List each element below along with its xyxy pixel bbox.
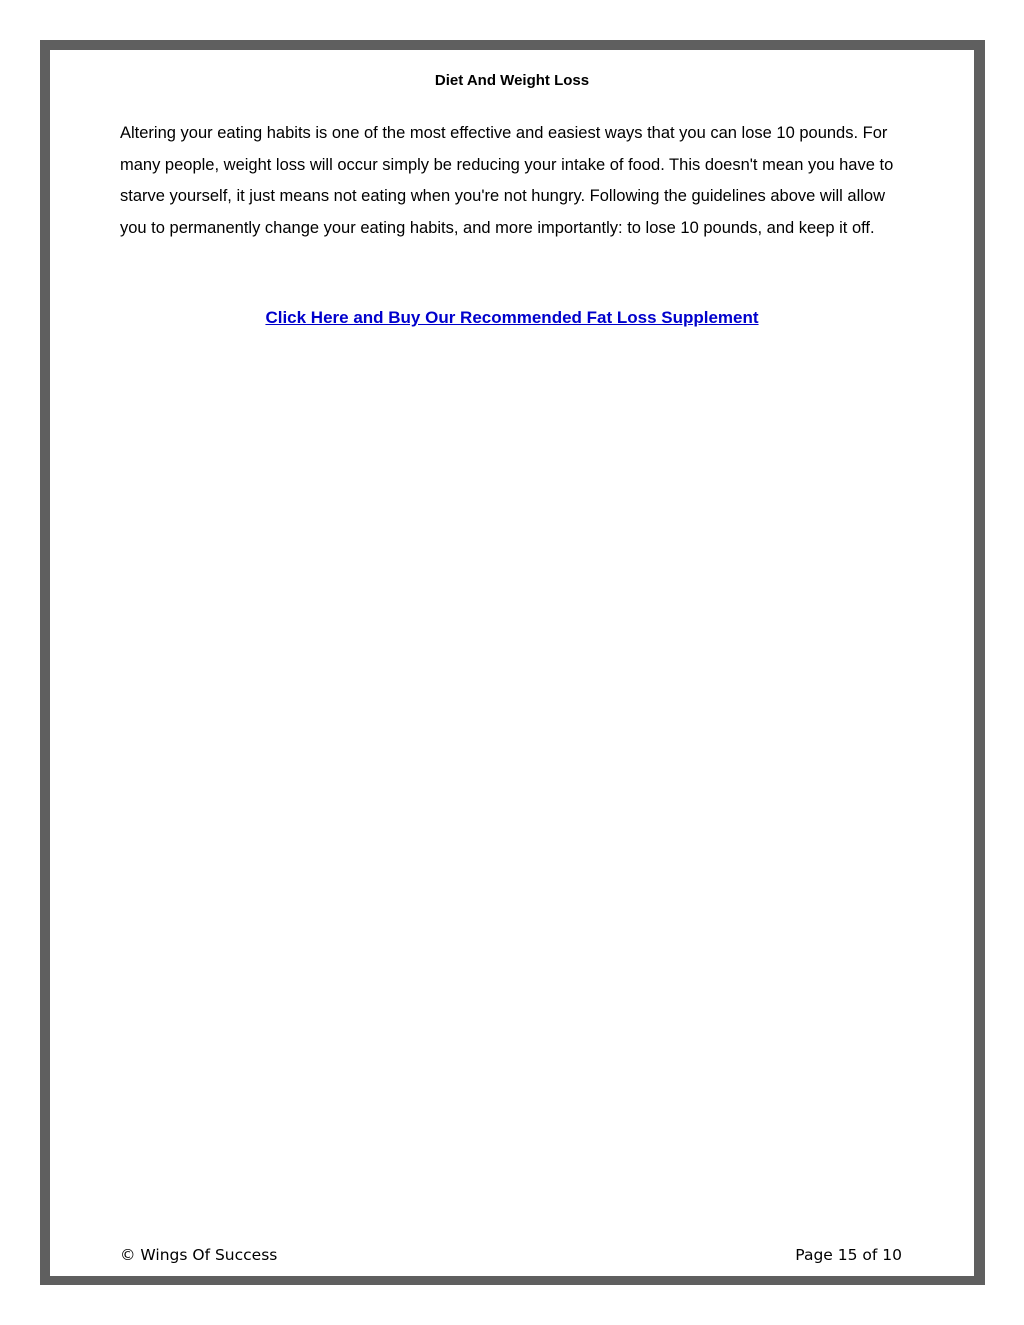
page-footer: [120, 1245, 902, 1265]
cta-container: [50, 308, 974, 329]
footer-copyright: © Wings Of Success: [120, 1246, 278, 1264]
body-paragraph: Altering your eating habits is one of the most effective and easiest ways that you can lose 10 pounds. For many people, weight loss will occur simply be reducing your intake of food. This doesn't mean you have to starve yourself, it just means not eating when you're not hungry. Following the guidelines above will allow you to permanently change your eating habits, and more importantly: to lose 10 pounds, and keep it off.: [120, 124, 894, 237]
buy-supplement-link[interactable]: Click Here and Buy Our Recommended Fat Loss Supplement: [265, 308, 759, 327]
page-header-title: Diet And Weight Loss: [434, 72, 590, 89]
page-frame: [40, 40, 985, 1285]
footer-page-number: Page 15 of 10: [795, 1246, 902, 1264]
